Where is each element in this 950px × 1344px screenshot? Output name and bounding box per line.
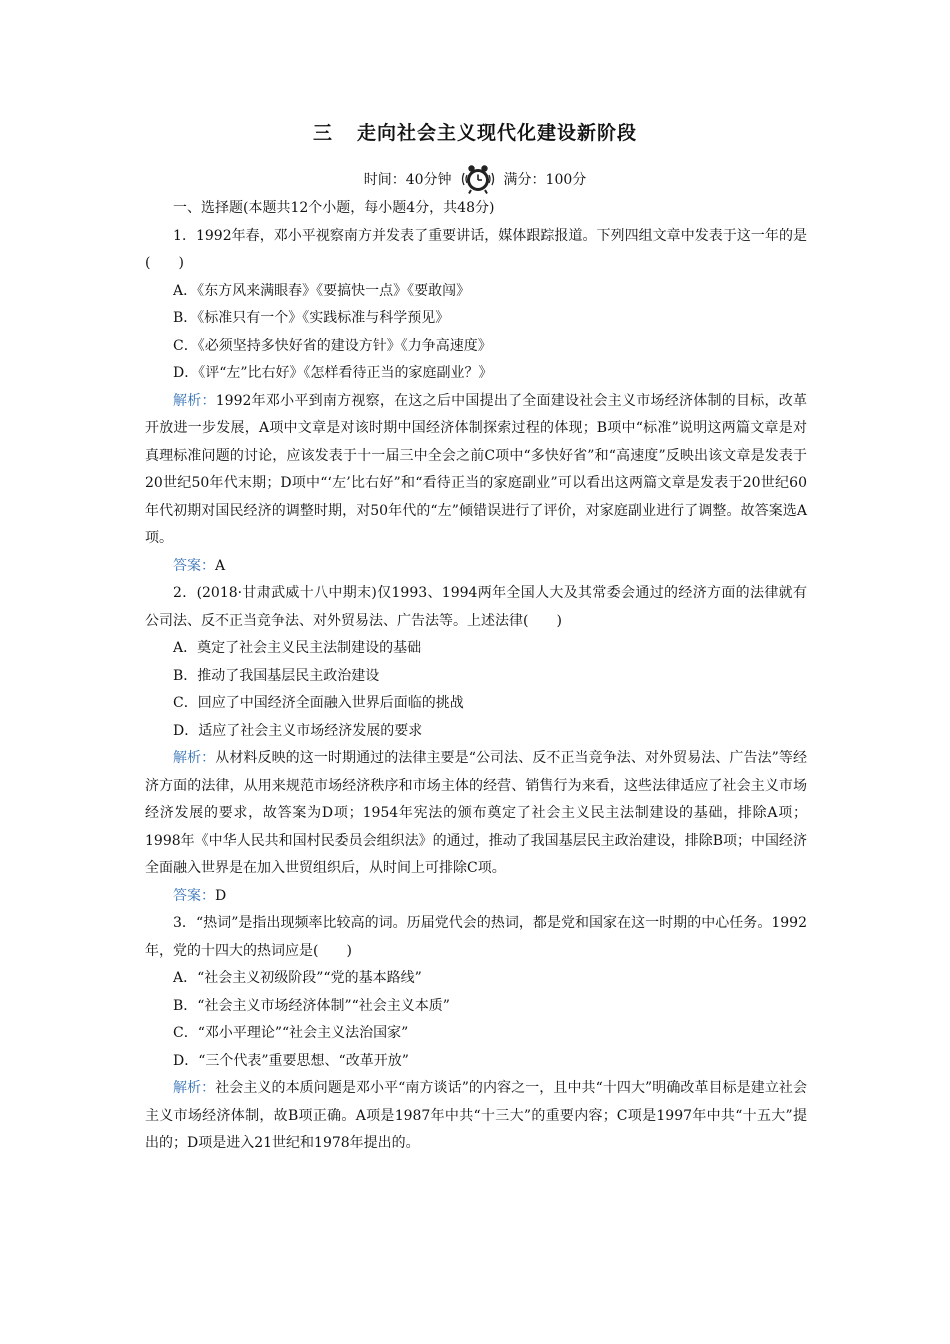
exam-meta <box>0 162 950 196</box>
answer-label: 答案： <box>173 557 215 574</box>
question-list <box>145 195 807 1158</box>
option-c: C．《必须坚持多快好省的建设方针》《力争高速度》 <box>173 337 492 354</box>
analysis <box>145 745 807 883</box>
option-a: A．《东方风来满眼春》《要搞快一点》《要敢闯》 <box>173 282 471 299</box>
full-score: 满分：100分 <box>503 172 587 188</box>
section-heading: 一、选择题(本题共12个小题，每小题4分，共48分) <box>173 200 495 216</box>
analysis-label: 解析： <box>173 392 216 409</box>
answer <box>145 553 807 581</box>
analysis-text: 从材料反映的这一时期通过的法律主要是“公司法、反不正当竞争法、对外贸易法、广告法”等经济方面的法律，从用来规范市场经济秩序和市场主体的经营、销售行为来看，这些法律适应了社会主义市场经济发展的要求，故答案为D项；1954年宪法的颁布奠定了社会主义民主法制建设的基础，排除A项；1998年《中华人民共和国村民委员会组织法》的通过，推动了我国基层民主政治建设，排除B项；中国经济全面融入世界是在加入世贸组织后，从时间上可排除C项。 <box>145 750 808 876</box>
option-a: A．“社会主义初级阶段”“党的基本路线” <box>173 970 422 986</box>
question-stem: 2．(2018·甘肃武威十八中期末)仅1993、1994两年全国人大及其常委会通过的经济方面的法律就有公司法、反不正当竞争法、对外贸易法、广告法等。上述法律( ) <box>145 585 807 629</box>
time-limit: 时间：40分钟 <box>363 172 452 188</box>
analysis <box>145 1075 807 1158</box>
answer-value: D <box>215 887 227 904</box>
option-c: C．“邓小平理论”“社会主义法治国家” <box>173 1025 409 1041</box>
option-c: C．回应了中国经济全面融入世界后面临的挑战 <box>173 695 464 711</box>
title-number: 三 <box>312 122 333 144</box>
option-b: B．“社会主义市场经济体制”“社会主义本质” <box>173 997 450 1014</box>
option-b: B．推动了我国基层民主政治建设 <box>173 667 380 684</box>
option-d: D．《评“左”比右好》《怎样看待正当的家庭副业？》 <box>173 365 493 381</box>
answer-label: 答案： <box>173 887 215 904</box>
question-stem: 3．“热词”是指出现频率比较高的词。历届党代会的热词，都是党和国家在这一时期的中心任务。1992年，党的十四大的热词应是( ) <box>145 915 807 959</box>
option-a: A．奠定了社会主义民主法制建设的基础 <box>173 640 422 656</box>
answer <box>145 883 807 911</box>
analysis-label: 解析： <box>173 750 216 766</box>
option-d: D．“三个代表”重要思想、“改革开放” <box>173 1052 409 1069</box>
option-d: D．适应了社会主义市场经济发展的要求 <box>173 722 423 739</box>
analysis-text: 社会主义的本质问题是邓小平“南方谈话”的内容之一，且中共“十四大”明确改革目标是建立社会主义市场经济体制，故B项正确。A项是1987年中共“十三大”的重要内容；C项是1997年中共“十五大”提出的；D项是进入21世纪和1978年提出的。 <box>145 1080 808 1151</box>
analysis-label: 解析： <box>173 1080 216 1096</box>
page-title <box>0 118 950 145</box>
answer-value: A <box>215 557 226 574</box>
question-stem: 1．1992年春，邓小平视察南方并发表了重要讲话，媒体跟踪报道。下列四组文章中发表于这一年的是( ) <box>145 227 807 271</box>
option-b: B．《标准只有一个》《实践标准与科学预见》 <box>173 310 450 326</box>
analysis <box>145 388 807 553</box>
analysis-text: 1992年邓小平到南方视察，在这之后中国提出了全面建设社会主义市场经济体制的目标，改革开放进一步发展，A项中文章是对该时期中国经济体制探索过程的体现；B项中“标准”说明这两篇文章是对真理标准问题的讨论，应该发表于十一届三中全会之前C项中“多快好省”和“高速度”反映出该文章是发表于20世纪50年代末期；D项中“‘左’比右好”和“看待正当的家庭副业”可以看出这两篇文章是发表于20世纪60年代初期对国民经济的调整时期，对50年代的“左”倾错误进行了评价，对家庭副业进行了调整。故答案选A项。 <box>145 392 807 546</box>
title-text: 走向社会主义现代化建设新阶段 <box>357 122 638 144</box>
alarm-clock-icon <box>458 163 498 195</box>
